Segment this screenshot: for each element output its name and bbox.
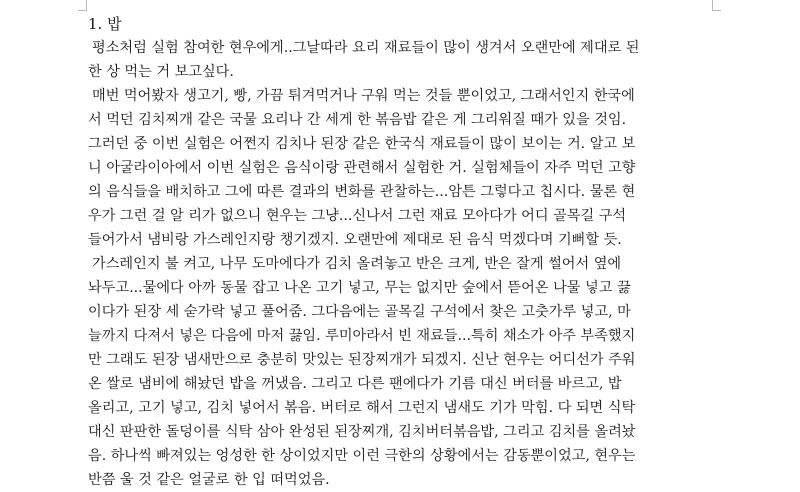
text-line: 이다가 된장 세 숟가락 넣고 풀어줌. 그다음에는 골목길 구석에서 찾은 고춧가루 넣고, 마 xyxy=(88,304,631,320)
text-line: 올리고, 고기 넣고, 김치 넣어서 볶음. 버터로 해서 그런지 냄새도 기가 막힘. 다 되면 식탁 xyxy=(88,400,636,416)
text-line: 들어가서 냄비랑 가스레인지랑 챙기겠지. 오랜만에 제대로 된 음식 먹겠다며 기뻐할 듯. xyxy=(88,232,622,248)
paragraph-2 xyxy=(88,84,708,252)
text-line: 가스레인지 불 켜고, 나무 도마에다가 김치 올려놓고 반은 크게, 반은 잘게 썰어서 옆에 xyxy=(92,256,622,272)
text-line: 그러던 중 이번 실험은 어쩐지 김치나 된장 같은 한국식 재료들이 많이 보이는 거. 알고 보 xyxy=(88,136,636,152)
text-line: 음. 하나씩 빠져있는 엉성한 한 상이었지만 이런 극한의 상황에서는 감동뿐이었고, 현우는 xyxy=(88,448,636,464)
document-page xyxy=(88,12,708,492)
text-line: 한 상 먹는 거 보고싶다. xyxy=(88,64,234,80)
text-line: 만 그래도 된장 냄새만으로 충분히 맛있는 된장찌개가 되겠지. 신난 현우는 어디선가 주워 xyxy=(88,352,636,368)
text-line: 놔두고...물에다 아까 동물 잡고 나온 고기 넣고, 무는 없지만 숲에서 뜯어온 나물 넣고 끓 xyxy=(88,280,631,296)
text-line: 대신 판판한 돌덩이를 식탁 삼아 완성된 된장찌개, 김치버터볶음밥, 그리고 김치를 올려놨 xyxy=(88,424,636,440)
text-line: 니 아굴라이아에서 이번 실험은 음식이랑 관련해서 실험한 거. 실험체들이 자주 먹던 고향 xyxy=(88,160,636,176)
text-line: 늘까지 다져서 넣은 다음에 마저 끓임. 루미아라서 빈 재료들...특히 채소가 아주 부족했지 xyxy=(88,328,636,344)
text-line: 매번 먹어봤자 생고기, 빵, 가끔 튀겨먹거나 구워 먹는 것들 뿐이었고, 그래서인지 한국에 xyxy=(92,88,635,104)
text-line: 서 먹던 김치찌개 같은 국물 요리나 간 세게 한 볶음밥 같은 게 그리워질 때가 있을 것임. xyxy=(88,112,627,128)
text-line: 우가 그런 걸 알 리가 없으니 현우는 그냥...신나서 그런 재료 모아다가 어디 골목길 구석 xyxy=(88,208,627,224)
text-line: 평소처럼 실험 참여한 현우에게..그날따라 요리 재료들이 많이 생겨서 오랜만에 제대로 된 xyxy=(92,40,640,56)
paragraph-3 xyxy=(88,252,708,492)
paragraph-1 xyxy=(88,36,708,84)
text-line: 반쯤 울 것 같은 얼굴로 한 입 떠먹었음. xyxy=(88,472,330,488)
section-heading: 1. 밥 xyxy=(88,15,122,33)
text-line: 의 음식들을 배치하고 그에 따른 결과의 변화를 관찰하는...암튼 그렇다고 칩시다. 물론 현 xyxy=(88,184,636,200)
crop-mark-top-left xyxy=(78,0,87,11)
text-line: 온 쌀로 냄비에 해놨던 밥을 꺼냈음. 그리고 다른 팬에다가 기름 대신 버터를 바르고, 밥 xyxy=(88,376,622,392)
crop-mark-top-right xyxy=(712,0,721,11)
